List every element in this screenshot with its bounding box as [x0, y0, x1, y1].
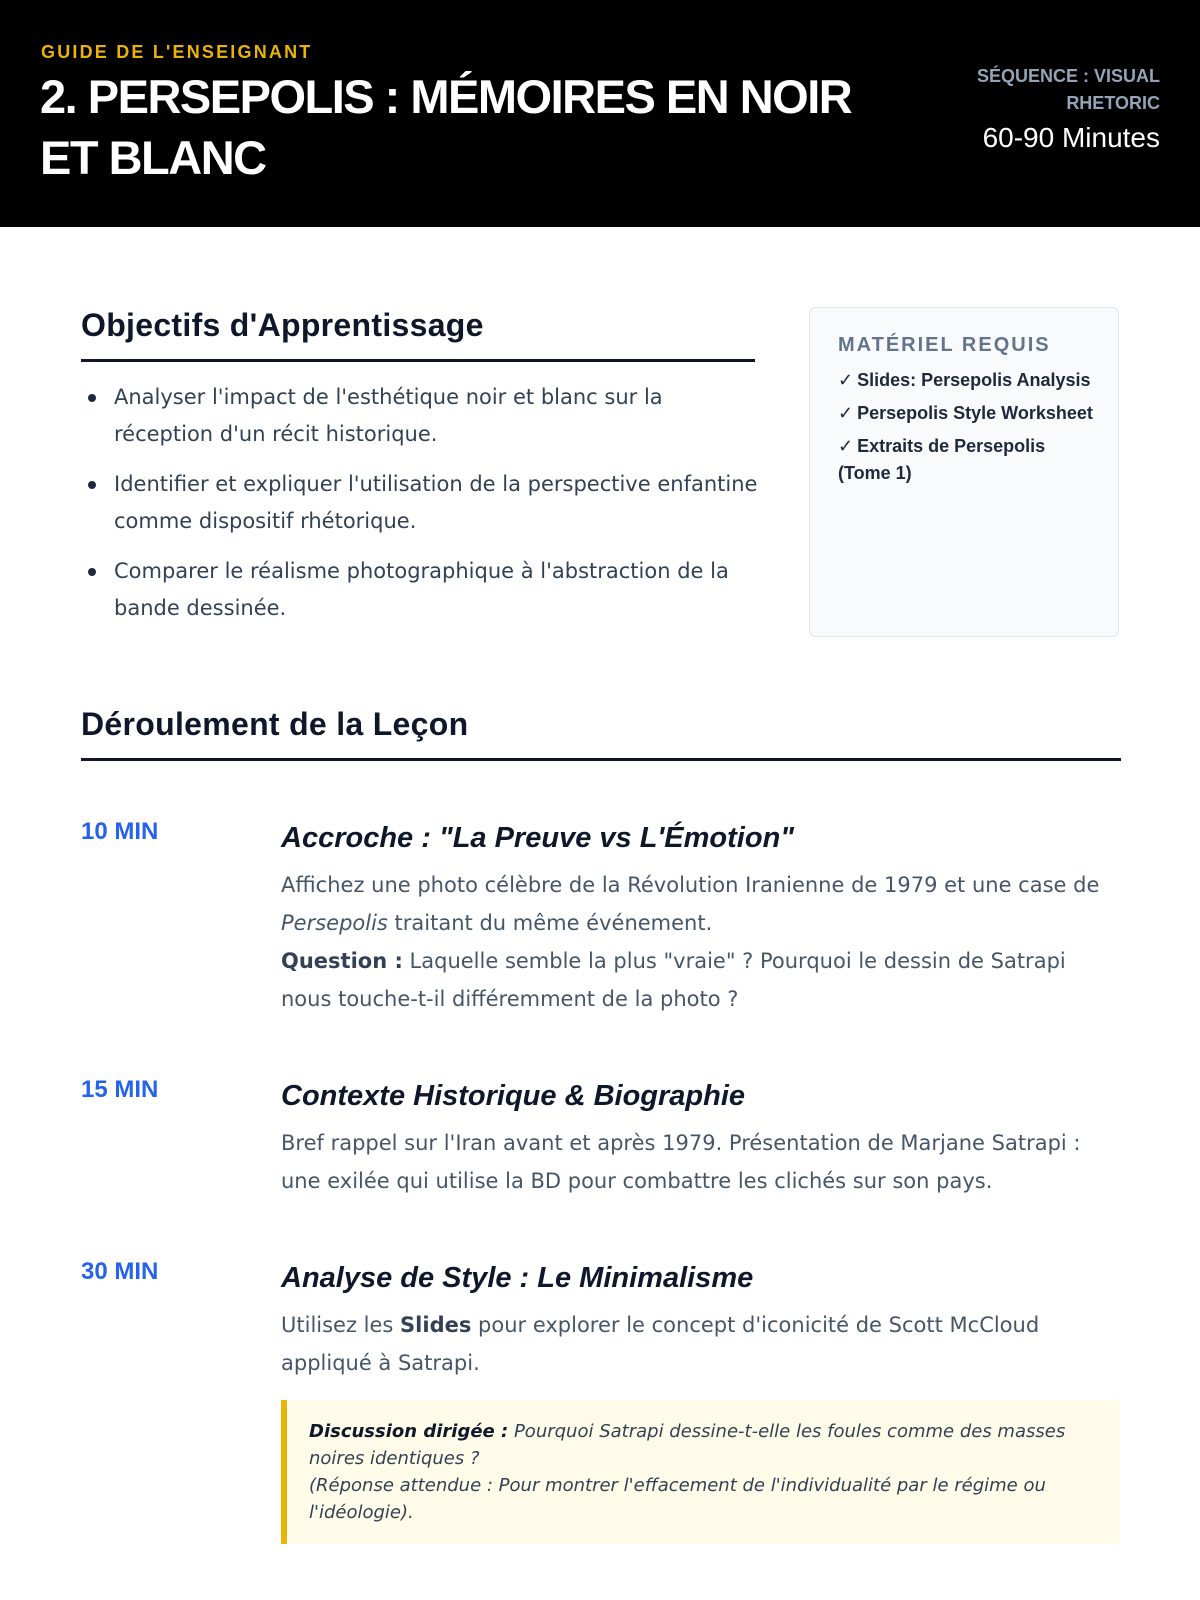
checkmark-icon: ✓: [838, 370, 854, 390]
step-duration: 10 MIN: [81, 818, 159, 845]
step-question: Question : Laquelle semble la plus "vraie" ? Pourquoi le dessin de Satrapi nous touche-t-il différemment de la photo ?: [281, 949, 1066, 1011]
objective-item: Comparer le réalisme photographique à l'abstraction de la bande dessinée.: [81, 553, 761, 627]
page-title: 2. PERSEPOLIS : MÉMOIRES EN NOIR ET BLANC: [40, 70, 852, 184]
step-duration: 15 MIN: [81, 1076, 159, 1103]
step-title: Accroche : "La Preuve vs L'Émotion": [281, 822, 795, 854]
page-header: [0, 0, 1200, 227]
material-item: [838, 400, 1096, 427]
step-title: Contexte Historique & Biographie: [281, 1080, 746, 1112]
step-body: [281, 1258, 1119, 1544]
step-description: Utilisez les Slides pour explorer le concept d'iconicité de Scott McCloud appliqué à Satrapi.: [281, 1313, 1040, 1375]
lesson-heading: Déroulement de la Leçon: [81, 706, 469, 742]
header-kicker: GUIDE DE L'ENSEIGNANT: [41, 42, 313, 62]
checkmark-icon: ✓: [838, 403, 854, 423]
material-item-label: Persepolis Style Worksheet: [857, 403, 1093, 423]
discussion-callout: Discussion dirigée : Pourquoi Satrapi dessine-t-elle les foules comme des masses noires identiques ? (Réponse attendue : Pour montrer l'effacement de l'individualité par le régime ou l'idéologie).: [281, 1400, 1119, 1544]
materials-heading: MATÉRIEL REQUIS: [838, 334, 1051, 356]
objective-item: Identifier et expliquer l'utilisation de la perspective enfantine comme dispositif rhétorique.: [81, 466, 761, 540]
step-description: Bref rappel sur l'Iran avant et après 1979. Présentation de Marjane Satrapi : une exilée qui utilise la BD pour combattre les clichés sur son pays.: [281, 1131, 1081, 1193]
step-body: [281, 818, 1119, 1018]
material-item-label: Slides: Persepolis Analysis: [857, 370, 1091, 390]
sequence-label: SÉQUENCE : VISUAL RHETORIC: [976, 66, 1160, 113]
step-duration: 30 MIN: [81, 1258, 159, 1285]
checkmark-icon: ✓: [838, 436, 854, 456]
duration-label: 60-90 Minutes: [982, 122, 1160, 153]
objectives-list: [81, 379, 761, 640]
step-title: Analyse de Style : Le Minimalisme: [281, 1262, 754, 1294]
expected-answer: (Réponse attendue : Pour montrer l'effacement de l'individualité par le régime ou l'idéologie).: [309, 1475, 1046, 1523]
material-item: [838, 367, 1096, 394]
materials-card: [809, 307, 1119, 637]
objectives-divider: [81, 359, 755, 362]
material-item-label: Extraits de Persepolis (Tome 1): [838, 436, 1046, 483]
step-description: Affichez une photo célèbre de la Révolution Iranienne de 1979 et une case de Persepolis traitant du même événement.: [281, 873, 1100, 935]
material-item: [838, 433, 1096, 487]
objectives-heading: Objectifs d'Apprentissage: [81, 307, 484, 343]
lesson-divider: [81, 758, 1121, 761]
objective-item: Analyser l'impact de l'esthétique noir et blanc sur la réception d'un récit historique.: [81, 379, 761, 453]
step-body: [281, 1076, 1119, 1200]
